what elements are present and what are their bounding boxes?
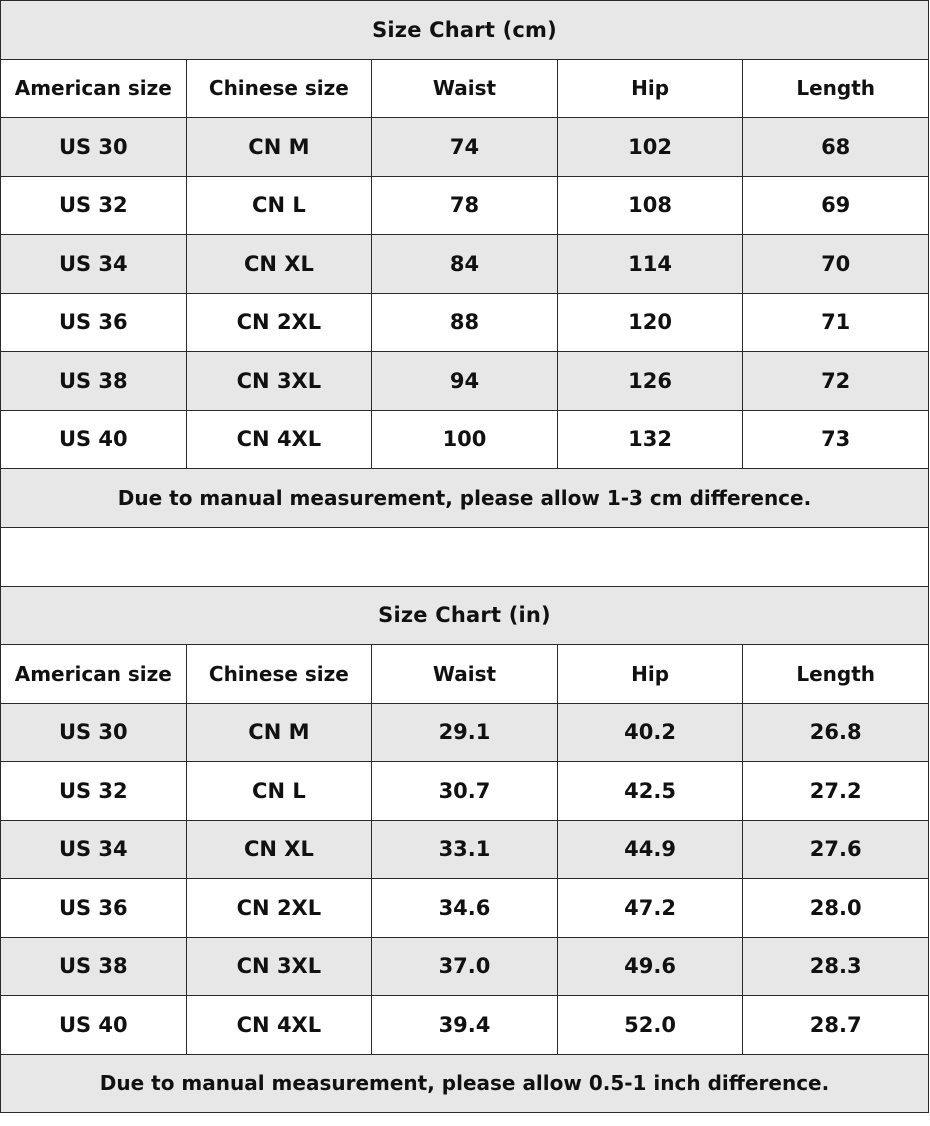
cell-american-size: US 34 xyxy=(1,235,187,294)
cell-waist: 78 xyxy=(372,176,558,235)
header-american-size: American size xyxy=(1,645,187,704)
cell-chinese-size: CN 2XL xyxy=(186,293,372,352)
table-row xyxy=(1,879,929,938)
cell-length: 28.0 xyxy=(743,879,929,938)
table-row xyxy=(1,762,929,821)
cell-waist: 34.6 xyxy=(372,879,558,938)
cell-chinese-size: CN M xyxy=(186,703,372,762)
cell-length: 69 xyxy=(743,176,929,235)
header-length: Length xyxy=(743,645,929,704)
table-row xyxy=(1,176,929,235)
cell-hip: 40.2 xyxy=(557,703,743,762)
header-hip: Hip xyxy=(557,645,743,704)
cell-chinese-size: CN L xyxy=(186,762,372,821)
cell-waist: 88 xyxy=(372,293,558,352)
cell-hip: 44.9 xyxy=(557,820,743,879)
cell-american-size: US 36 xyxy=(1,879,187,938)
cell-american-size: US 30 xyxy=(1,703,187,762)
table-spacer xyxy=(0,528,929,586)
cell-waist: 94 xyxy=(372,352,558,411)
cell-hip: 52.0 xyxy=(557,996,743,1055)
measurement-note: Due to manual measurement, please allow 1-3 cm difference. xyxy=(1,469,929,528)
cell-american-size: US 32 xyxy=(1,176,187,235)
cell-length: 28.3 xyxy=(743,937,929,996)
cell-length: 68 xyxy=(743,118,929,177)
cell-waist: 100 xyxy=(372,410,558,469)
cell-american-size: US 30 xyxy=(1,118,187,177)
cell-length: 28.7 xyxy=(743,996,929,1055)
header-american-size: American size xyxy=(1,59,187,118)
cell-waist: 30.7 xyxy=(372,762,558,821)
cell-hip: 132 xyxy=(557,410,743,469)
cell-length: 70 xyxy=(743,235,929,294)
size-chart-cm-table xyxy=(0,0,929,528)
cell-chinese-size: CN 3XL xyxy=(186,352,372,411)
cell-length: 73 xyxy=(743,410,929,469)
cell-hip: 114 xyxy=(557,235,743,294)
header-chinese-size: Chinese size xyxy=(186,59,372,118)
cell-chinese-size: CN 4XL xyxy=(186,996,372,1055)
table-row xyxy=(1,352,929,411)
table-row xyxy=(1,996,929,1055)
cell-length: 27.2 xyxy=(743,762,929,821)
cell-chinese-size: CN XL xyxy=(186,235,372,294)
cell-chinese-size: CN M xyxy=(186,118,372,177)
cell-chinese-size: CN L xyxy=(186,176,372,235)
cell-hip: 126 xyxy=(557,352,743,411)
cell-waist: 29.1 xyxy=(372,703,558,762)
cell-chinese-size: CN 3XL xyxy=(186,937,372,996)
cell-american-size: US 32 xyxy=(1,762,187,821)
cell-hip: 120 xyxy=(557,293,743,352)
size-chart-inch-table xyxy=(0,586,929,1114)
table-row xyxy=(1,293,929,352)
table-row xyxy=(1,235,929,294)
header-waist: Waist xyxy=(372,59,558,118)
cell-chinese-size: CN 2XL xyxy=(186,879,372,938)
cell-american-size: US 38 xyxy=(1,352,187,411)
table-row xyxy=(1,410,929,469)
cell-chinese-size: CN 4XL xyxy=(186,410,372,469)
table-row xyxy=(1,118,929,177)
cell-american-size: US 40 xyxy=(1,996,187,1055)
cell-american-size: US 34 xyxy=(1,820,187,879)
cell-american-size: US 36 xyxy=(1,293,187,352)
header-length: Length xyxy=(743,59,929,118)
cell-american-size: US 38 xyxy=(1,937,187,996)
cell-length: 72 xyxy=(743,352,929,411)
cell-length: 71 xyxy=(743,293,929,352)
cell-hip: 108 xyxy=(557,176,743,235)
cell-waist: 39.4 xyxy=(372,996,558,1055)
cell-length: 26.8 xyxy=(743,703,929,762)
cell-hip: 42.5 xyxy=(557,762,743,821)
table-row xyxy=(1,820,929,879)
header-hip: Hip xyxy=(557,59,743,118)
measurement-note: Due to manual measurement, please allow 0.5-1 inch difference. xyxy=(1,1054,929,1113)
cell-waist: 74 xyxy=(372,118,558,177)
header-waist: Waist xyxy=(372,645,558,704)
cell-waist: 84 xyxy=(372,235,558,294)
table-title: Size Chart (cm) xyxy=(1,1,929,60)
cell-waist: 33.1 xyxy=(372,820,558,879)
cell-hip: 49.6 xyxy=(557,937,743,996)
cell-hip: 47.2 xyxy=(557,879,743,938)
table-title: Size Chart (in) xyxy=(1,586,929,645)
cell-hip: 102 xyxy=(557,118,743,177)
cell-chinese-size: CN XL xyxy=(186,820,372,879)
cell-waist: 37.0 xyxy=(372,937,558,996)
table-row xyxy=(1,937,929,996)
header-chinese-size: Chinese size xyxy=(186,645,372,704)
cell-american-size: US 40 xyxy=(1,410,187,469)
cell-length: 27.6 xyxy=(743,820,929,879)
table-row xyxy=(1,703,929,762)
